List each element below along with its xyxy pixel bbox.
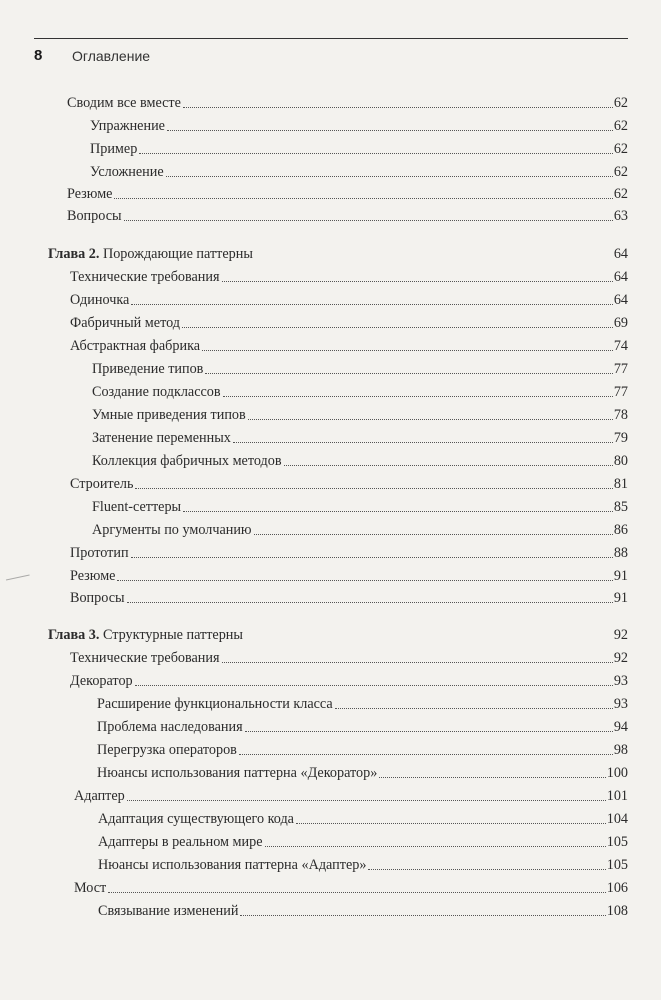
toc-entry-page: 63 (613, 208, 628, 224)
toc-entry-title: Сводим все вместе (67, 95, 181, 111)
dot-leader (139, 153, 613, 154)
toc-entry (90, 138, 628, 158)
toc-entry (70, 335, 628, 355)
toc-entry-title: Расширение функциональности класса (97, 696, 333, 712)
toc-entry-page: 64 (613, 269, 628, 285)
toc-entry-page: 62 (613, 164, 628, 180)
toc-entry (70, 587, 628, 607)
toc-entry (70, 542, 628, 562)
toc-entry-page: 69 (613, 315, 628, 331)
toc-entry-page: 78 (613, 407, 628, 423)
chapter-label: Глава 2. (48, 246, 100, 262)
toc-entry (90, 161, 628, 181)
toc-entry-title: Резюме (70, 568, 116, 584)
toc-entry-page: 104 (606, 811, 628, 827)
toc-entry-page: 62 (613, 118, 628, 134)
dot-leader (233, 442, 613, 443)
dot-leader (222, 281, 613, 282)
toc-entry-page: 92 (613, 650, 628, 666)
toc-entry-page: 74 (613, 338, 628, 354)
chapter-name: Порождающие паттерны (99, 246, 253, 262)
toc-entry (70, 312, 628, 332)
dot-leader (254, 534, 613, 535)
dot-leader (205, 373, 612, 374)
toc-entry-title: Технические требования (70, 269, 220, 285)
toc-entry-page: 91 (613, 568, 628, 584)
toc-entry (97, 716, 628, 736)
toc-entry (67, 183, 628, 203)
toc-entry-title: Коллекция фабричных методов (92, 453, 282, 469)
toc-entry-title: Адаптеры в реальном мире (98, 834, 263, 850)
toc-entry (92, 496, 628, 516)
toc-entry (92, 427, 628, 447)
running-header (34, 38, 628, 67)
toc-entry-title: Фабричный метод (70, 315, 181, 331)
toc-entry (67, 92, 628, 112)
toc-entry-page: 98 (613, 742, 628, 758)
toc-entry-page: 93 (613, 696, 628, 712)
dot-leader (202, 350, 613, 351)
dot-leader (124, 220, 613, 221)
toc-entry-page: 62 (613, 95, 628, 111)
chapter-label: Глава 3. (48, 627, 100, 643)
dot-leader (379, 777, 605, 778)
toc-entry-title: Нюансы использования паттерна «Декоратор» (97, 765, 378, 781)
toc-entry-page: 62 (613, 141, 628, 157)
toc-entry-title: Проблема наследования (97, 719, 243, 735)
dot-leader (114, 198, 612, 199)
toc-entry-page: 86 (613, 522, 628, 538)
toc-entry-title: Умные приведения типов (92, 407, 246, 423)
toc-entry (70, 289, 628, 309)
dot-leader (182, 327, 613, 328)
toc-entry (70, 565, 628, 585)
toc-entry-title: Вопросы (70, 590, 125, 606)
toc-chapter-title (48, 627, 243, 644)
toc-entry-page: 94 (613, 719, 628, 735)
toc-entry-page: 85 (613, 499, 628, 515)
toc-entry (97, 739, 628, 759)
toc-entry-page: 77 (613, 361, 628, 377)
toc-entry-title: Упражнение (90, 118, 165, 134)
toc-entry-title: Создание подклассов (92, 384, 221, 400)
dot-leader (108, 892, 606, 893)
dot-leader (284, 465, 613, 466)
dot-leader (166, 176, 613, 177)
toc-entry-title: Мост (74, 880, 107, 896)
toc-entry-title: Аргументы по умолчанию (92, 522, 252, 538)
toc-entry-title: Абстрактная фабрика (70, 338, 201, 354)
dot-leader (127, 602, 613, 603)
dot-leader (368, 869, 605, 870)
toc-entry-title: Затенение переменных (92, 430, 231, 446)
toc-entry-page: 62 (613, 186, 628, 202)
toc-entry (92, 450, 628, 470)
toc-entry (92, 358, 628, 378)
dot-leader (223, 396, 613, 397)
toc-entry-page: 100 (606, 765, 628, 781)
toc-entry-title: Декоратор (70, 673, 133, 689)
toc-entry-title: Строитель (70, 476, 134, 492)
toc-entry (92, 404, 628, 424)
toc-entry-page: 64 (613, 246, 628, 262)
running-header-title: Оглавление (72, 48, 151, 64)
toc-entry (74, 877, 628, 897)
toc-entry-title: Перегрузка операторов (97, 742, 237, 758)
toc-entry (92, 381, 628, 401)
dot-leader (135, 685, 613, 686)
toc-entry (70, 670, 628, 690)
toc-entry-page: 108 (606, 903, 628, 919)
toc-entry-title: Адаптер (74, 788, 125, 804)
toc-entry-page: 91 (613, 590, 628, 606)
toc-entry-page: 77 (613, 384, 628, 400)
toc-entry-page: 88 (613, 545, 628, 561)
dot-leader (248, 419, 613, 420)
toc-entry-page: 64 (613, 292, 628, 308)
toc-entry-page: 92 (613, 627, 628, 643)
toc-entry-title: Технические требования (70, 650, 220, 666)
dot-leader (239, 754, 613, 755)
toc-entry (70, 473, 628, 493)
toc-entry-title: Приведение типов (92, 361, 204, 377)
chapter-name: Структурные паттерны (99, 627, 243, 643)
toc-entry-title: Связывание изменений (98, 903, 239, 919)
dot-leader (245, 731, 613, 732)
toc-entry-page: 106 (606, 880, 628, 896)
dot-leader (127, 800, 606, 801)
toc-entry-title: Усложнение (90, 164, 164, 180)
toc-entry (97, 693, 628, 713)
toc-entry-title: Одиночка (70, 292, 130, 308)
toc-entry (67, 205, 628, 225)
toc-entry (98, 808, 628, 828)
toc-entry (70, 266, 628, 286)
toc-entry (98, 831, 628, 851)
toc-entry-title: Резюме (67, 186, 113, 202)
toc-entry (90, 115, 628, 135)
dot-leader (222, 662, 613, 663)
dot-leader (183, 107, 613, 108)
toc-entry-title: Нюансы использования паттерна «Адаптер» (98, 857, 367, 873)
toc-entry (70, 647, 628, 667)
dot-leader (335, 708, 613, 709)
toc-entry-title: Fluent-сеттеры (92, 499, 182, 515)
toc-entry-page: 105 (606, 834, 628, 850)
toc-entry-title: Вопросы (67, 208, 122, 224)
toc-entry-page: 101 (606, 788, 628, 804)
toc-chapter-entry (48, 243, 628, 263)
toc-entry-title: Пример (90, 141, 138, 157)
dot-leader (135, 488, 612, 489)
toc-entry (98, 900, 628, 920)
dot-leader (167, 130, 613, 131)
dot-leader (131, 304, 613, 305)
dot-leader (265, 846, 606, 847)
toc-entry-page: 105 (606, 857, 628, 873)
toc-chapter-title (48, 246, 253, 263)
toc-entry-page: 81 (613, 476, 628, 492)
page-number: 8 (34, 47, 43, 64)
toc-entry-title: Адаптация существующего кода (98, 811, 294, 827)
toc-entry-page: 93 (613, 673, 628, 689)
toc-entry-title: Прототип (70, 545, 129, 561)
dot-leader (240, 915, 605, 916)
toc-entry (98, 854, 628, 874)
dot-leader (117, 580, 612, 581)
toc-entry-page: 80 (613, 453, 628, 469)
toc-entry (92, 519, 628, 539)
toc-entry (97, 762, 628, 782)
dot-leader (131, 557, 613, 558)
pencil-mark (6, 575, 30, 583)
dot-leader (183, 511, 613, 512)
dot-leader (296, 823, 606, 824)
toc-chapter-entry (48, 624, 628, 644)
toc-entry-page: 79 (613, 430, 628, 446)
toc-entry (74, 785, 628, 805)
